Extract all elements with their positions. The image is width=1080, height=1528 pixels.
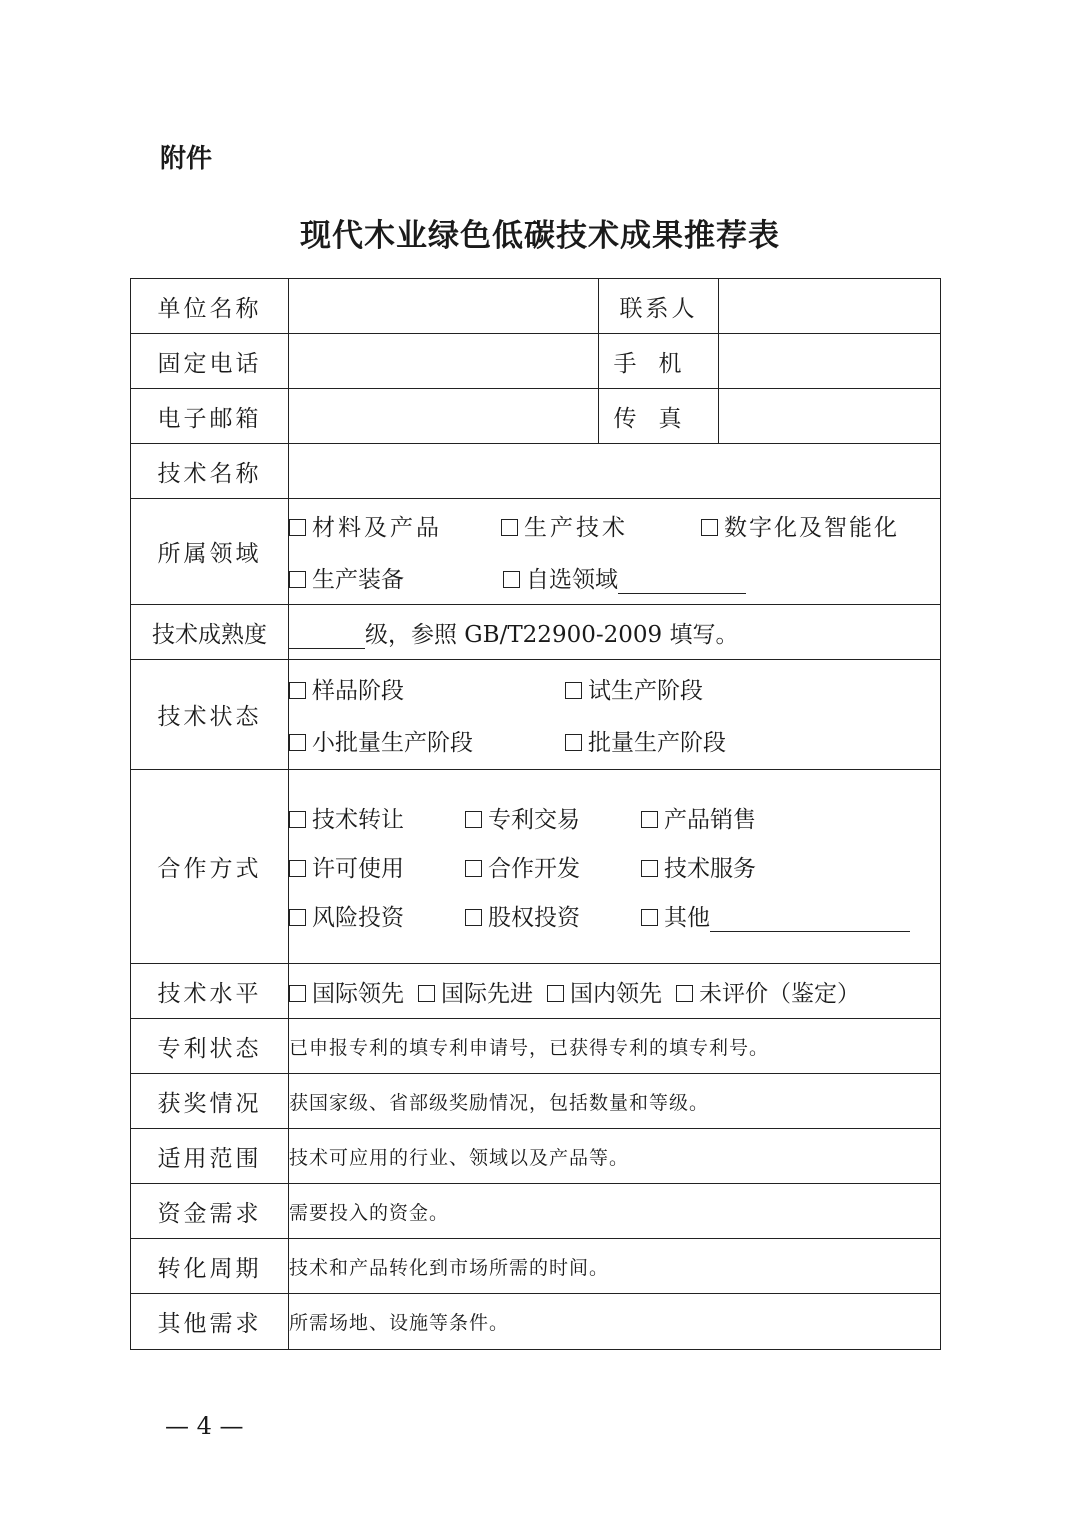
row-phone bbox=[131, 334, 941, 389]
option-tech-transfer[interactable]: 技术转让 bbox=[289, 801, 465, 834]
option-other[interactable]: 其他 bbox=[641, 899, 910, 932]
row-unit-name bbox=[131, 279, 941, 334]
checkbox-icon bbox=[289, 519, 306, 536]
checkbox-icon bbox=[289, 811, 306, 828]
scope-label: 适用范围 bbox=[131, 1129, 289, 1184]
checkbox-icon bbox=[289, 985, 306, 1002]
checkbox-icon bbox=[565, 734, 582, 751]
status-label: 技术状态 bbox=[131, 660, 289, 770]
option-licensing[interactable]: 许可使用 bbox=[289, 850, 465, 883]
awards-label: 获奖情况 bbox=[131, 1074, 289, 1129]
cycle-label: 转化周期 bbox=[131, 1239, 289, 1294]
row-scope bbox=[131, 1129, 941, 1184]
status-options bbox=[289, 660, 941, 770]
option-intl-leading[interactable]: 国际领先 bbox=[289, 975, 404, 1008]
email-field[interactable] bbox=[289, 389, 599, 444]
option-production-tech[interactable]: 生产技术 bbox=[501, 509, 701, 542]
phone-label: 固定电话 bbox=[131, 334, 289, 389]
option-joint-development[interactable]: 合作开发 bbox=[465, 850, 641, 883]
fax-label: 传真 bbox=[599, 389, 719, 444]
attachment-label: 附件 bbox=[160, 144, 213, 174]
row-email bbox=[131, 389, 941, 444]
checkbox-icon bbox=[289, 571, 306, 588]
row-awards bbox=[131, 1074, 941, 1129]
unit-name-field[interactable] bbox=[289, 279, 599, 334]
row-cooperation bbox=[131, 770, 941, 964]
checkbox-icon bbox=[641, 909, 658, 926]
phone-field[interactable] bbox=[289, 334, 599, 389]
checkbox-icon bbox=[547, 985, 564, 1002]
checkbox-icon bbox=[289, 860, 306, 877]
option-equity-investment[interactable]: 股权投资 bbox=[465, 899, 641, 932]
checkbox-icon bbox=[641, 811, 658, 828]
option-product-sales[interactable]: 产品销售 bbox=[641, 801, 756, 834]
other-label: 其他需求 bbox=[131, 1294, 289, 1350]
page-number: — 4 — bbox=[165, 1412, 244, 1440]
maturity-text: 级，参照 GB/T22900-2009 填写。 bbox=[365, 621, 739, 648]
custom-field-blank[interactable] bbox=[618, 567, 746, 594]
row-maturity bbox=[131, 605, 941, 660]
unit-name-label: 单位名称 bbox=[131, 279, 289, 334]
form-title: 现代木业绿色低碳技术成果推荐表 bbox=[300, 218, 780, 254]
tech-name-label: 技术名称 bbox=[131, 444, 289, 499]
option-tech-service[interactable]: 技术服务 bbox=[641, 850, 756, 883]
row-level bbox=[131, 964, 941, 1019]
checkbox-icon bbox=[701, 519, 718, 536]
mobile-label: 手机 bbox=[599, 334, 719, 389]
scope-hint[interactable]: 技术可应用的行业、领域以及产品等。 bbox=[289, 1129, 941, 1184]
option-materials[interactable]: 材料及产品 bbox=[289, 509, 501, 542]
option-trial-production[interactable]: 试生产阶段 bbox=[565, 672, 703, 705]
funding-label: 资金需求 bbox=[131, 1184, 289, 1239]
other-hint[interactable]: 所需场地、设施等条件。 bbox=[289, 1294, 941, 1350]
option-small-batch[interactable]: 小批量生产阶段 bbox=[289, 724, 565, 757]
option-intl-advanced[interactable]: 国际先进 bbox=[418, 975, 533, 1008]
patent-hint[interactable]: 已申报专利的填专利申请号，已获得专利的填专利号。 bbox=[289, 1019, 941, 1074]
row-funding bbox=[131, 1184, 941, 1239]
mobile-field[interactable] bbox=[719, 334, 941, 389]
cooperation-options bbox=[289, 770, 941, 964]
patent-label: 专利状态 bbox=[131, 1019, 289, 1074]
row-patent bbox=[131, 1019, 941, 1074]
recommendation-form bbox=[130, 278, 941, 1350]
other-blank[interactable] bbox=[710, 905, 910, 932]
option-digital-intelligent[interactable]: 数字化及智能化 bbox=[701, 509, 899, 542]
tech-name-field[interactable] bbox=[289, 444, 941, 499]
row-tech-name bbox=[131, 444, 941, 499]
awards-hint[interactable]: 获国家级、省部级奖励情况，包括数量和等级。 bbox=[289, 1074, 941, 1129]
row-cycle bbox=[131, 1239, 941, 1294]
funding-hint[interactable]: 需要投入的资金。 bbox=[289, 1184, 941, 1239]
option-mass-production[interactable]: 批量生产阶段 bbox=[565, 724, 726, 757]
checkbox-icon bbox=[565, 682, 582, 699]
level-options bbox=[289, 964, 941, 1019]
checkbox-icon bbox=[289, 734, 306, 751]
email-label: 电子邮箱 bbox=[131, 389, 289, 444]
option-sample-stage[interactable]: 样品阶段 bbox=[289, 672, 565, 705]
checkbox-icon bbox=[641, 860, 658, 877]
fax-field[interactable] bbox=[719, 389, 941, 444]
maturity-field bbox=[289, 605, 941, 660]
checkbox-icon bbox=[676, 985, 693, 1002]
field-options bbox=[289, 499, 941, 605]
row-status bbox=[131, 660, 941, 770]
checkbox-icon bbox=[465, 860, 482, 877]
checkbox-icon bbox=[289, 909, 306, 926]
cooperation-label: 合作方式 bbox=[131, 770, 289, 964]
checkbox-icon bbox=[289, 682, 306, 699]
option-custom-field[interactable]: 自选领域 bbox=[503, 561, 746, 594]
maturity-label: 技术成熟度 bbox=[131, 605, 289, 660]
checkbox-icon bbox=[465, 909, 482, 926]
checkbox-icon bbox=[465, 811, 482, 828]
checkbox-icon bbox=[501, 519, 518, 536]
field-label: 所属领域 bbox=[131, 499, 289, 605]
cycle-hint[interactable]: 技术和产品转化到市场所需的时间。 bbox=[289, 1239, 941, 1294]
contact-field[interactable] bbox=[719, 279, 941, 334]
row-field bbox=[131, 499, 941, 605]
option-venture-investment[interactable]: 风险投资 bbox=[289, 899, 465, 932]
checkbox-icon bbox=[503, 571, 520, 588]
option-not-evaluated[interactable]: 未评价（鉴定） bbox=[676, 975, 860, 1008]
option-patent-trade[interactable]: 专利交易 bbox=[465, 801, 641, 834]
contact-label: 联系人 bbox=[599, 279, 719, 334]
checkbox-icon bbox=[418, 985, 435, 1002]
level-label: 技术水平 bbox=[131, 964, 289, 1019]
row-other bbox=[131, 1294, 941, 1350]
maturity-level-blank[interactable] bbox=[289, 622, 365, 649]
option-domestic-leading[interactable]: 国内领先 bbox=[547, 975, 662, 1008]
option-equipment[interactable]: 生产装备 bbox=[289, 561, 503, 594]
